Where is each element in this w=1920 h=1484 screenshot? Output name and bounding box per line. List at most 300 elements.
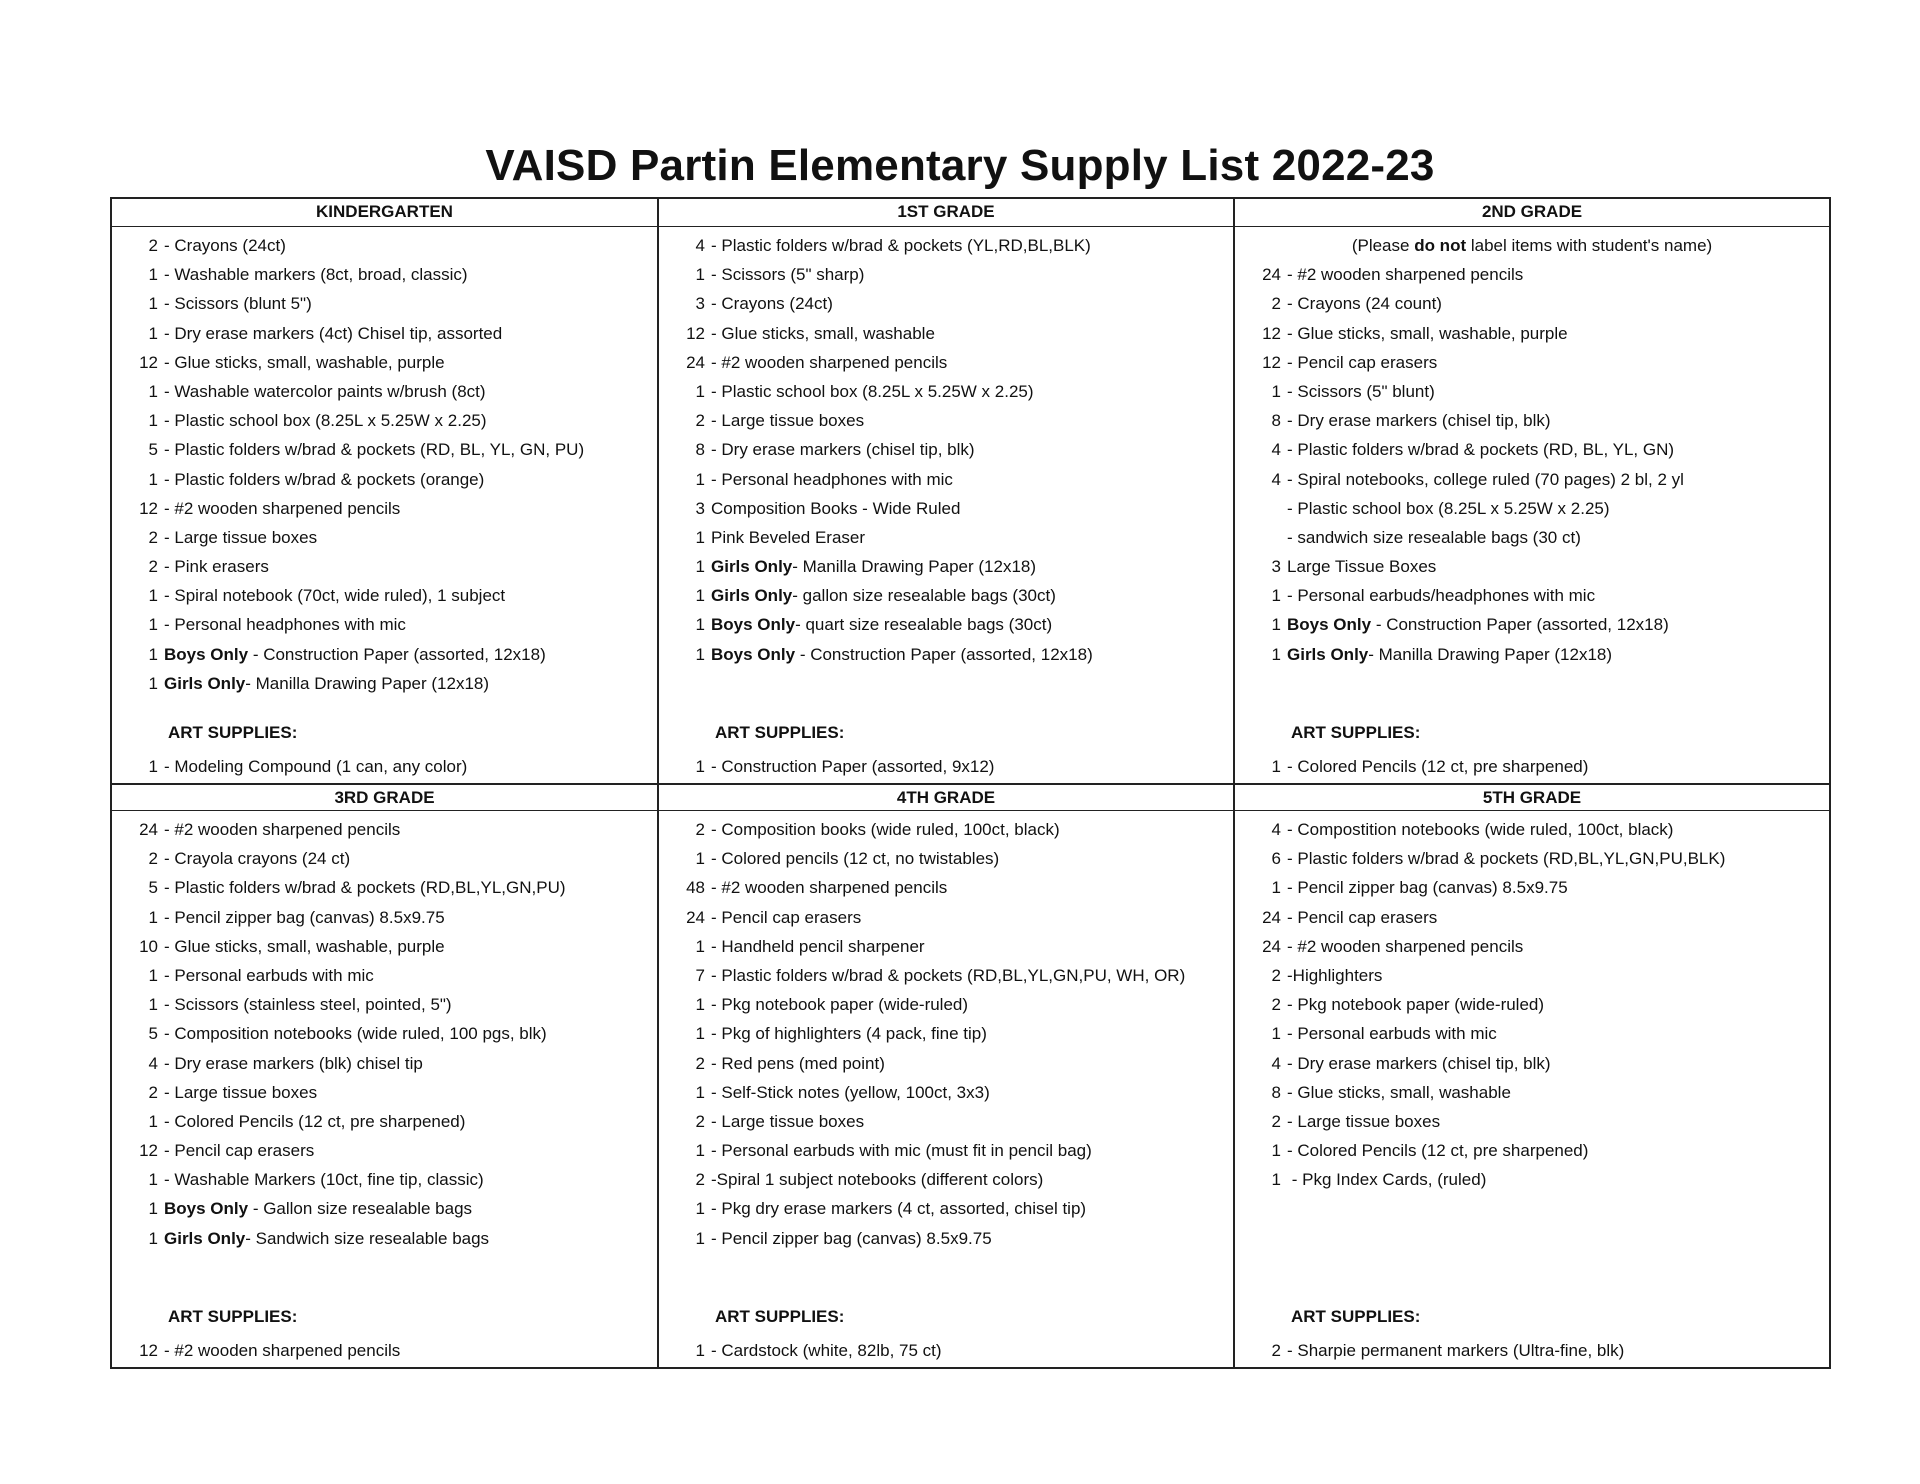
item-description: - Glue sticks, small, washable [1287, 1082, 1511, 1102]
item-description [1281, 640, 1612, 669]
art-supplies-label: ART SUPPLIES: [715, 1307, 845, 1326]
list-item [1235, 552, 1829, 581]
item-text: - Construction Paper (assorted, 12x18) [248, 644, 546, 664]
item-description: - Crayons (24ct) [164, 236, 286, 255]
list-item [659, 1078, 1233, 1107]
item-description: - Scissors (5" blunt) [1287, 381, 1435, 401]
item-quantity: 1 [1271, 1024, 1281, 1044]
item-restriction: Boys Only [711, 644, 796, 664]
list-item [112, 260, 657, 289]
item-quantity: 12 [1262, 323, 1281, 343]
item-description: - Dry erase markers (chisel tip, blk) [711, 440, 975, 460]
kindergarten-heading: KINDERGARTEN [112, 199, 657, 227]
item-description: - Pkg notebook paper (wide-ruled) [1287, 995, 1545, 1015]
item-quantity: 5 [148, 878, 158, 898]
item-description: - Spiral notebooks, college ruled (70 pages) 2 bl, 2 yl [1287, 469, 1684, 489]
page-title: VAISD Partin Elementary Supply List 2022-23 [485, 141, 1435, 190]
item-text: - Sandwich size resealable bags [245, 1228, 490, 1248]
item-description [705, 610, 1052, 639]
item-quantity: 1 [148, 965, 158, 985]
fourth-grade-heading: 4TH GRADE [657, 783, 1233, 811]
art-supply-item [1235, 753, 1588, 781]
list-item [112, 435, 657, 464]
item-description: - Washable markers (8ct, broad, classic) [164, 265, 468, 285]
item-description: - Large tissue boxes [711, 1111, 865, 1131]
art-supplies-label: ART SUPPLIES: [715, 723, 845, 742]
item-quantity: 2 [148, 236, 158, 255]
list-item [659, 903, 1233, 932]
list-item [1235, 1078, 1829, 1107]
item-quantity: 12 [139, 352, 158, 372]
item-quantity: 6 [1271, 849, 1281, 869]
item-quantity: 4 [695, 236, 705, 255]
item-quantity: 1 [148, 381, 158, 401]
list-item [659, 1136, 1233, 1165]
item-text: - gallon size resealable bags (30ct) [792, 586, 1056, 606]
item-description: - Colored Pencils (12 ct, pre sharpened) [164, 1111, 466, 1131]
list-item [659, 1224, 1233, 1253]
item-quantity: 1 [695, 1141, 705, 1161]
item-quantity: 1 [695, 644, 705, 664]
item-quantity: 1 [148, 469, 158, 489]
item-quantity: 1 [1271, 615, 1281, 635]
item-description: - Large tissue boxes [1287, 1111, 1441, 1131]
item-quantity: 1 [148, 1170, 158, 1190]
list-item [659, 523, 1233, 552]
list-item [112, 319, 657, 348]
first-grade-heading: 1ST GRADE [657, 199, 1233, 227]
item-description: - #2 wooden sharpened pencils [1287, 936, 1524, 956]
item-description: - Composition books (wide ruled, 100ct, black) [711, 820, 1060, 839]
list-item [1235, 260, 1829, 289]
item-quantity: 1 [148, 294, 158, 314]
item-description: - Crayola crayons (24 ct) [164, 849, 351, 869]
item-quantity: 1 [1271, 1170, 1281, 1190]
item-description: - Crayons (24 count) [1287, 294, 1442, 314]
list-item [112, 815, 657, 844]
item-description: - #2 wooden sharpened pencils [164, 820, 401, 839]
item-quantity: 12 [686, 323, 705, 343]
item-text: - quart size resealable bags (30ct) [795, 615, 1053, 635]
supply-items [112, 811, 657, 1253]
list-item [112, 377, 657, 406]
item-description: - Scissors (5" sharp) [711, 265, 865, 285]
item-text: - Manilla Drawing Paper (12x18) [245, 673, 490, 693]
note-text-start: (Please [1351, 236, 1415, 255]
art-supply-item [112, 1337, 400, 1365]
item-text: - Construction Paper (assorted, 12x18) [1371, 615, 1669, 635]
list-item [1235, 903, 1829, 932]
item-quantity: 2 [148, 557, 158, 577]
item-description: - Pink erasers [164, 557, 269, 577]
supply-items [112, 227, 657, 698]
item-quantity [1235, 494, 1281, 523]
item-text: - Manilla Drawing Paper (12x18) [792, 557, 1037, 577]
item-description: - Personal earbuds with mic [164, 965, 374, 985]
art-supply-item [659, 1337, 942, 1365]
item-quantity: 2 [148, 1082, 158, 1102]
list-item [112, 581, 657, 610]
item-description: - Glue sticks, small, washable, purple [1287, 323, 1568, 343]
list-item [1235, 873, 1829, 902]
list-item [659, 289, 1233, 318]
second-grade-heading: 2ND GRADE [1233, 199, 1829, 227]
item-description [705, 581, 1056, 610]
list-item [659, 844, 1233, 873]
item-description: - Dry erase markers (chisel tip, blk) [1287, 1053, 1551, 1073]
note-text-end: label items with student's name) [1466, 236, 1713, 255]
list-item [112, 289, 657, 318]
item-quantity: 1 [695, 527, 705, 547]
item-description: - Dry erase markers (blk) chisel tip [164, 1053, 423, 1073]
item-quantity: 2 [695, 1111, 705, 1131]
item-text: - Gallon size resealable bags [248, 1199, 473, 1219]
list-item [112, 903, 657, 932]
item-quantity: 2 [1271, 1341, 1281, 1360]
item-description [1281, 610, 1669, 639]
second-grade-list [1233, 227, 1829, 783]
list-item [112, 610, 657, 639]
item-quantity: 1 [695, 381, 705, 401]
item-description: - Washable watercolor paints w/brush (8ct) [164, 381, 486, 401]
item-description [158, 640, 546, 669]
fifth-grade-list [1233, 811, 1829, 1367]
item-quantity: 1 [1271, 1141, 1281, 1161]
list-item [1235, 610, 1829, 639]
list-item [112, 1136, 657, 1165]
item-quantity: 3 [695, 294, 705, 314]
item-quantity: 1 [695, 757, 705, 776]
list-item [659, 610, 1233, 639]
list-item [1235, 465, 1829, 494]
list-item [112, 669, 657, 698]
list-item [659, 932, 1233, 961]
item-description: - Large tissue boxes [711, 411, 865, 431]
list-item [659, 377, 1233, 406]
item-quantity: 24 [686, 352, 705, 372]
list-item [1235, 377, 1829, 406]
item-description: - Colored Pencils (12 ct, pre sharpened) [1287, 1141, 1589, 1161]
item-restriction: Boys Only [711, 615, 796, 635]
list-item [1235, 406, 1829, 435]
item-quantity: 4 [1271, 1053, 1281, 1073]
list-item [1235, 932, 1829, 961]
item-quantity: 1 [148, 644, 158, 664]
fourth-grade-list [657, 811, 1233, 1367]
item-description: - Pencil zipper bag (canvas) 8.5x9.75 [711, 1228, 992, 1248]
item-description: - Plastic school box (8.25L x 5.25W x 2.25) [164, 411, 487, 431]
list-item [112, 873, 657, 902]
item-quantity: 1 [695, 586, 705, 606]
item-quantity: 24 [139, 820, 158, 839]
supply-items [1235, 260, 1829, 669]
item-restriction: Boys Only [164, 1199, 249, 1219]
item-quantity: 2 [1271, 294, 1281, 314]
item-quantity: 1 [1271, 644, 1281, 664]
item-description: - sandwich size resealable bags (30 ct) [1287, 527, 1581, 547]
item-quantity: 12 [1262, 352, 1281, 372]
item-quantity: 24 [1262, 936, 1281, 956]
item-description: - Sharpie permanent markers (Ultra-fine, blk) [1287, 1341, 1625, 1360]
list-item [659, 231, 1233, 260]
list-item [659, 873, 1233, 902]
list-item [1235, 1107, 1829, 1136]
item-restriction: Boys Only [1287, 615, 1372, 635]
item-quantity: 1 [148, 586, 158, 606]
item-description: Pink Beveled Eraser [711, 527, 866, 547]
list-item [112, 990, 657, 1019]
item-quantity: 7 [695, 965, 705, 985]
item-quantity: 1 [148, 757, 158, 776]
item-description: - Colored pencils (12 ct, no twistables) [711, 849, 1000, 869]
item-description: - Scissors (blunt 5") [164, 294, 312, 314]
item-quantity: 1 [695, 265, 705, 285]
item-quantity: 1 [148, 1111, 158, 1131]
item-description: - Pencil cap erasers [1287, 907, 1438, 927]
item-description: - #2 wooden sharpened pencils [164, 498, 401, 518]
list-item [112, 231, 657, 260]
item-description: - Pencil cap erasers [711, 907, 862, 927]
item-description: - Personal earbuds with mic (must fit in pencil bag) [711, 1141, 1092, 1161]
item-description: - Pencil cap erasers [164, 1141, 315, 1161]
item-description: - Personal headphones with mic [164, 615, 406, 635]
item-description: Composition Books - Wide Ruled [711, 498, 961, 518]
list-item [1235, 1165, 1829, 1194]
item-description: - Large tissue boxes [164, 527, 318, 547]
item-description: - Plastic folders w/brad & pockets (YL,RD,BL,BLK) [711, 236, 1091, 255]
item-quantity: 2 [148, 849, 158, 869]
item-quantity: 1 [148, 673, 158, 693]
item-description: - Modeling Compound (1 can, any color) [164, 757, 468, 776]
item-description: - Dry erase markers (chisel tip, blk) [1287, 411, 1551, 431]
item-description: - Plastic folders w/brad & pockets (orange) [164, 469, 485, 489]
list-item [659, 581, 1233, 610]
item-quantity: 1 [148, 907, 158, 927]
item-quantity: 48 [686, 878, 705, 898]
item-quantity: 2 [1271, 1111, 1281, 1131]
list-item [1235, 1049, 1829, 1078]
item-description: - Plastic folders w/brad & pockets (RD, BL, YL, GN) [1287, 440, 1675, 460]
supply-items [659, 811, 1233, 1253]
item-description: - Pkg of highlighters (4 pack, fine tip) [711, 1024, 987, 1044]
item-description: - Handheld pencil sharpener [711, 936, 925, 956]
item-restriction: Boys Only [164, 644, 249, 664]
item-quantity: 24 [1262, 907, 1281, 927]
list-item [112, 1019, 657, 1048]
item-quantity: 1 [148, 1199, 158, 1219]
supply-items [1235, 811, 1829, 1194]
list-item [1235, 523, 1829, 552]
art-supply-item [1235, 1337, 1624, 1365]
list-item [112, 844, 657, 873]
item-quantity: 1 [1271, 757, 1281, 776]
item-description: - Personal headphones with mic [711, 469, 953, 489]
item-quantity: 1 [695, 995, 705, 1015]
list-item [112, 1107, 657, 1136]
list-item [659, 552, 1233, 581]
list-item [659, 815, 1233, 844]
third-grade-list [112, 811, 657, 1367]
item-quantity: 2 [695, 1053, 705, 1073]
item-quantity: 1 [148, 615, 158, 635]
item-restriction: Girls Only [711, 586, 793, 606]
item-description: - Spiral notebook (70ct, wide ruled), 1 subject [164, 586, 506, 606]
item-quantity: 1 [1271, 586, 1281, 606]
item-quantity: 12 [139, 498, 158, 518]
item-text: - Manilla Drawing Paper (12x18) [1368, 644, 1613, 664]
item-description [158, 1224, 489, 1253]
item-restriction: Girls Only [1287, 644, 1369, 664]
list-item [1235, 348, 1829, 377]
item-description: - Construction Paper (assorted, 9x12) [711, 757, 995, 776]
third-grade-heading: 3RD GRADE [112, 783, 657, 811]
art-supply-item [659, 753, 994, 781]
item-description: - Compostition notebooks (wide ruled, 100ct, black) [1287, 820, 1674, 839]
list-item [1235, 815, 1829, 844]
item-quantity: 2 [695, 411, 705, 431]
list-item [112, 1049, 657, 1078]
item-description: - Plastic school box (8.25L x 5.25W x 2.25) [711, 381, 1034, 401]
item-quantity: 8 [695, 440, 705, 460]
art-supplies-label: ART SUPPLIES: [168, 1307, 298, 1326]
item-quantity: 4 [1271, 440, 1281, 460]
list-item [1235, 961, 1829, 990]
item-restriction: Girls Only [164, 673, 246, 693]
item-quantity: 4 [148, 1053, 158, 1073]
item-quantity: 3 [1271, 557, 1281, 577]
item-description: - Dry erase markers (4ct) Chisel tip, assorted [164, 323, 503, 343]
item-description: - Colored Pencils (12 ct, pre sharpened) [1287, 757, 1589, 776]
list-item [1235, 844, 1829, 873]
item-quantity: 1 [695, 936, 705, 956]
item-description: - Cardstock (white, 82lb, 75 ct) [711, 1341, 942, 1360]
item-description [158, 1194, 472, 1223]
item-quantity: 1 [1271, 381, 1281, 401]
item-quantity: 1 [148, 995, 158, 1015]
item-description: - Scissors (stainless steel, pointed, 5") [164, 995, 452, 1015]
item-quantity: 12 [139, 1341, 158, 1360]
item-description: -Spiral 1 subject notebooks (different colors) [711, 1170, 1044, 1190]
item-description [705, 640, 1093, 669]
list-item [112, 1224, 657, 1253]
list-item [112, 1194, 657, 1223]
item-quantity: 5 [148, 440, 158, 460]
item-quantity: 1 [148, 323, 158, 343]
item-description: - Glue sticks, small, washable, purple [164, 936, 445, 956]
item-quantity: 2 [148, 527, 158, 547]
list-item [112, 961, 657, 990]
art-supplies-label: ART SUPPLIES: [1291, 1307, 1421, 1326]
item-description [158, 669, 489, 698]
list-item [659, 465, 1233, 494]
list-item [112, 494, 657, 523]
item-description: - Composition notebooks (wide ruled, 100 pgs, blk) [164, 1024, 547, 1044]
list-item [659, 319, 1233, 348]
item-description: Large Tissue Boxes [1287, 557, 1437, 577]
list-item [1235, 1019, 1829, 1048]
item-quantity: 1 [1271, 878, 1281, 898]
art-supplies-label: ART SUPPLIES: [168, 723, 298, 742]
list-item [659, 494, 1233, 523]
item-quantity [1235, 523, 1281, 552]
item-description [705, 552, 1036, 581]
list-item [659, 406, 1233, 435]
item-quantity: 1 [695, 615, 705, 635]
list-item [659, 260, 1233, 289]
list-item [1235, 581, 1829, 610]
item-description: - Personal earbuds/headphones with mic [1287, 586, 1596, 606]
list-item [659, 348, 1233, 377]
item-description: - Plastic folders w/brad & pockets (RD,BL,YL,GN,PU) [164, 878, 566, 898]
item-description: - #2 wooden sharpened pencils [711, 352, 948, 372]
item-description: - Crayons (24ct) [711, 294, 833, 314]
list-item [659, 990, 1233, 1019]
art-supplies-label: ART SUPPLIES: [1291, 723, 1421, 742]
list-item [1235, 289, 1829, 318]
item-restriction: Girls Only [711, 557, 793, 577]
list-item [659, 435, 1233, 464]
item-quantity: 12 [139, 1141, 158, 1161]
list-item [659, 640, 1233, 669]
list-item [1235, 1136, 1829, 1165]
item-quantity: 1 [695, 1024, 705, 1044]
item-description: -Highlighters [1287, 965, 1383, 985]
item-description: - Pencil cap erasers [1287, 352, 1438, 372]
item-description: - Plastic folders w/brad & pockets (RD,BL,YL,GN,PU, WH, OR) [711, 965, 1186, 985]
kindergarten-list [112, 227, 657, 783]
item-quantity: 10 [139, 936, 158, 956]
item-quantity: 1 [695, 1341, 705, 1360]
item-quantity: 5 [148, 1024, 158, 1044]
item-description: - #2 wooden sharpened pencils [1287, 265, 1524, 285]
list-item [112, 406, 657, 435]
item-quantity: 1 [148, 411, 158, 431]
item-quantity: 1 [695, 849, 705, 869]
item-quantity: 1 [148, 1228, 158, 1248]
item-description: - Pencil zipper bag (canvas) 8.5x9.75 [1287, 878, 1568, 898]
list-item [1235, 640, 1829, 669]
list-item [1235, 494, 1829, 523]
item-description: - Plastic school box (8.25L x 5.25W x 2.25) [1287, 498, 1610, 518]
item-quantity: 2 [695, 1170, 705, 1190]
item-quantity: 4 [1271, 820, 1281, 839]
item-quantity: 24 [686, 907, 705, 927]
item-quantity: 2 [695, 820, 705, 839]
item-quantity: 8 [1271, 411, 1281, 431]
item-quantity: 1 [148, 265, 158, 285]
item-description: - Red pens (med point) [711, 1053, 885, 1073]
labeling-note [1235, 231, 1829, 260]
item-quantity: 1 [695, 1082, 705, 1102]
item-quantity: 4 [1271, 469, 1281, 489]
list-item [112, 523, 657, 552]
item-description: - Pkg dry erase markers (4 ct, assorted, chisel tip) [711, 1199, 1087, 1219]
item-quantity: 2 [1271, 995, 1281, 1015]
list-item [659, 1165, 1233, 1194]
item-quantity: 8 [1271, 1082, 1281, 1102]
item-description: - Pencil zipper bag (canvas) 8.5x9.75 [164, 907, 445, 927]
item-quantity: 1 [695, 1228, 705, 1248]
item-description: - Washable Markers (10ct, fine tip, classic) [164, 1170, 484, 1190]
item-description: - Personal earbuds with mic [1287, 1024, 1497, 1044]
first-grade-list [657, 227, 1233, 783]
list-item [112, 1078, 657, 1107]
list-item [112, 1165, 657, 1194]
list-item [659, 1049, 1233, 1078]
note-text-bold: do not [1414, 236, 1467, 255]
list-item [1235, 990, 1829, 1019]
item-quantity: 3 [695, 498, 705, 518]
